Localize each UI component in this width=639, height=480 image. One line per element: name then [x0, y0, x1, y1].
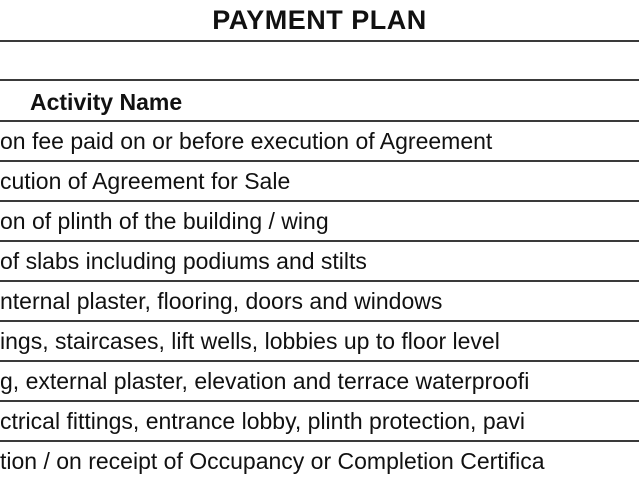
table-row-activity: ings, staircases, lift wells, lobbies up to floor level [0, 328, 500, 354]
column-header-activity-name: Activity Name [30, 89, 183, 115]
table-row-activity: nternal plaster, flooring, doors and windows [0, 288, 443, 314]
table-row-activity: on of plinth of the building / wing [0, 208, 329, 234]
table-row-activity: on fee paid on or before execution of Agreement [0, 128, 493, 154]
table-row-activity: ctrical fittings, entrance lobby, plinth protection, pavi [0, 408, 526, 434]
table-row-activity: g, external plaster, elevation and terrace waterproofi [0, 368, 530, 394]
table-row-activity: of slabs including podiums and stilts [0, 248, 367, 274]
table-divider [0, 79, 639, 81]
table-divider [0, 40, 639, 42]
table-row-activity: tion / on receipt of Occupancy or Completion Certifica [0, 448, 545, 474]
page-title: PAYMENT PLAN [212, 5, 427, 35]
table-row-activity: cution of Agreement for Sale [0, 168, 291, 194]
